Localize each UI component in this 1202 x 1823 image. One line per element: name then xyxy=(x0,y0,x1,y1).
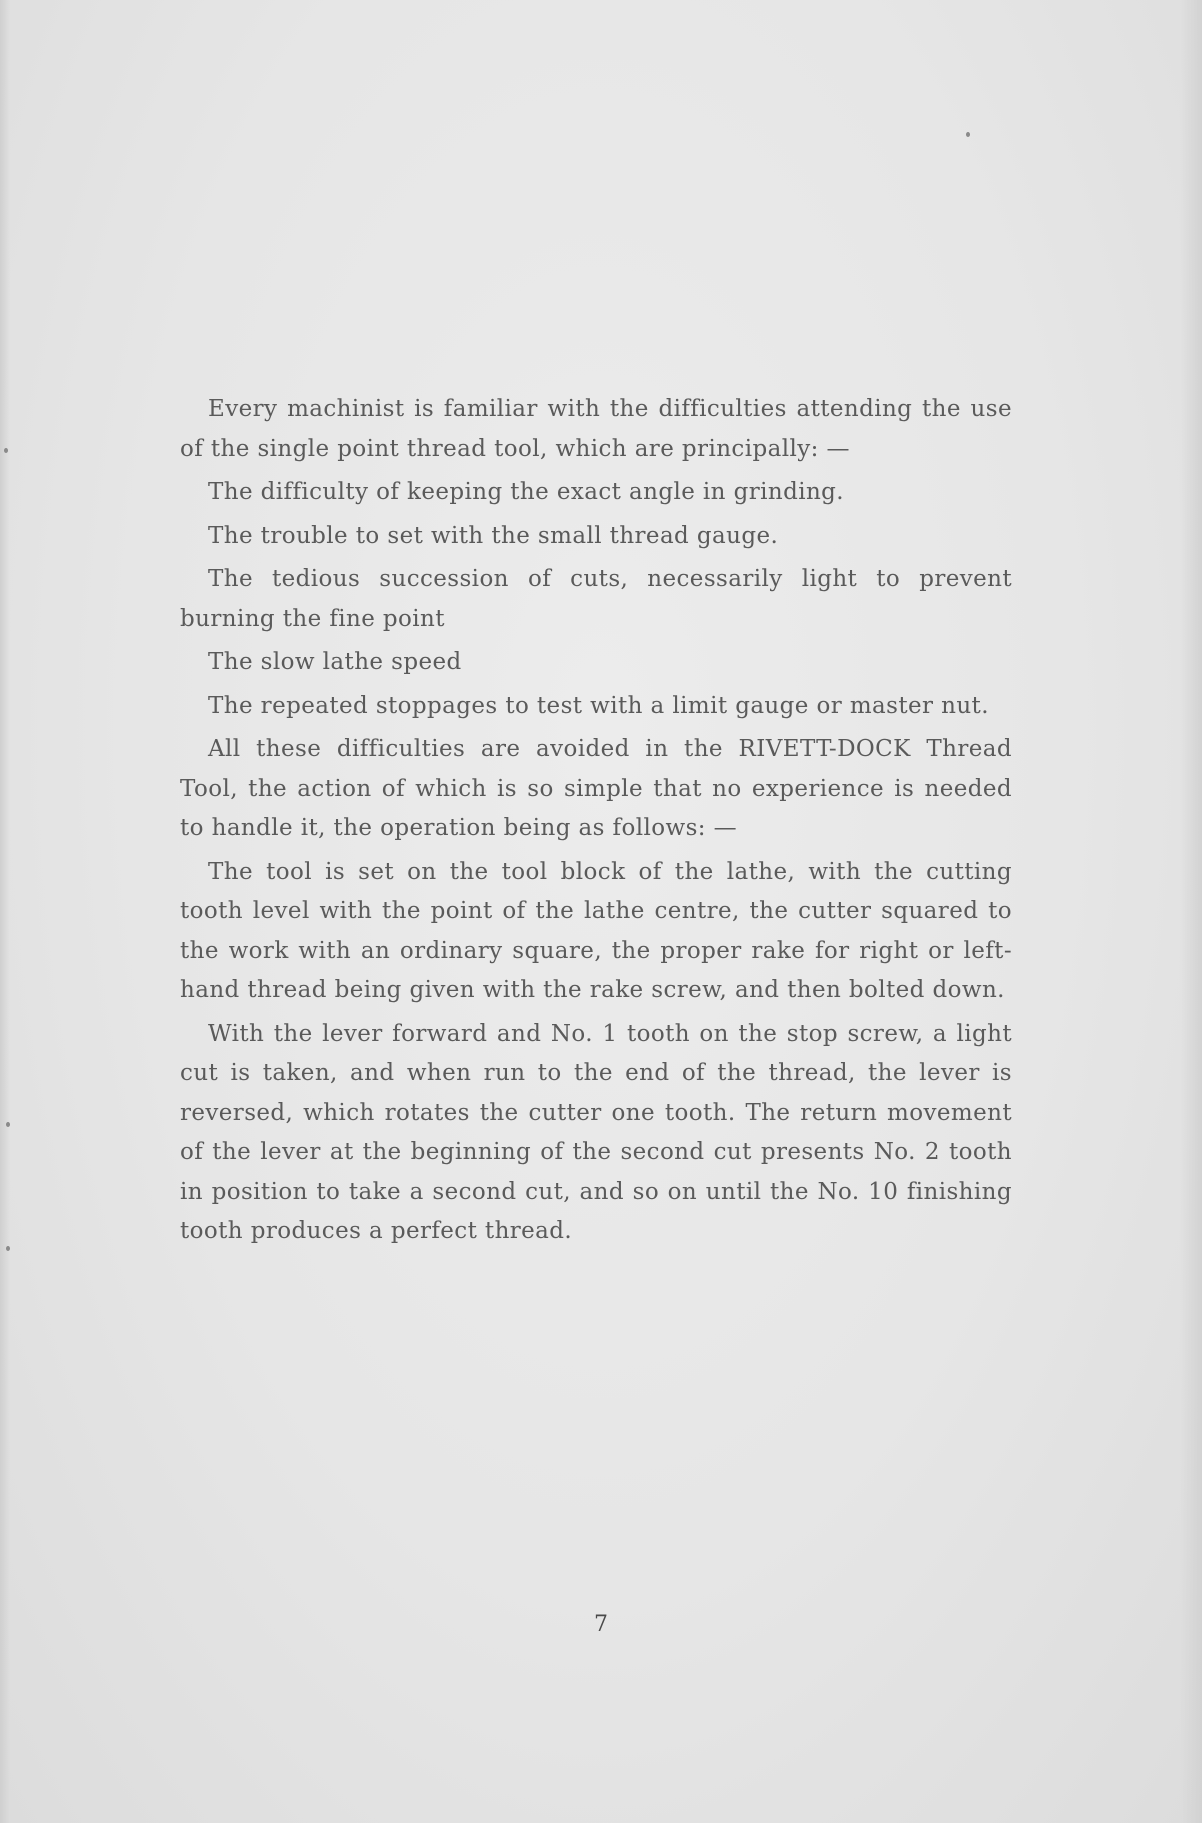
paragraph: The tedious succession of cuts, necessarily light to prevent burning the fine point xyxy=(180,566,1012,632)
paragraph: With the lever forward and No. 1 tooth on the stop screw, a light cut is taken, and when run to the end of the thread, the lever is reversed, which rotates the cutter one tooth. The return movement of the lever at the beginning of the second cut presents No. 2 tooth in position to take a second cut, and so on until the No. 10 finishing tooth produces a perfect thread. xyxy=(180,1020,1012,1244)
paragraph: Every machinist is familiar with the difficulties attending the use of the single point thread tool, which are principally: — xyxy=(180,396,1012,462)
paragraph: The trouble to set with the small thread gauge. xyxy=(208,522,779,549)
paragraph: The tool is set on the tool block of the lathe, with the cutting tooth level with the point of the lathe centre, the cutter squared to the work with an ordinary square, the proper rake for right or left-hand thread being given with the rake screw, and then bolted down. xyxy=(180,858,1012,1003)
paragraph: The difficulty of keeping the exact angle in grinding. xyxy=(208,479,845,505)
page-number: 7 xyxy=(594,1612,608,1637)
paragraph: The slow lathe speed xyxy=(208,649,462,675)
paper-speck xyxy=(4,448,8,453)
paragraph: The repeated stoppages to test with a limit gauge or master nut. xyxy=(208,692,989,719)
paper-speck xyxy=(966,132,970,137)
paper-speck xyxy=(6,1246,10,1251)
body-text xyxy=(180,390,1012,1256)
paragraph: All these difficulties are avoided in the RIVETT-DOCK Thread Tool, the action of which is so simple that no experience is needed to handle it, the operation being as follows: — xyxy=(180,736,1012,841)
paper-speck xyxy=(6,1122,10,1127)
